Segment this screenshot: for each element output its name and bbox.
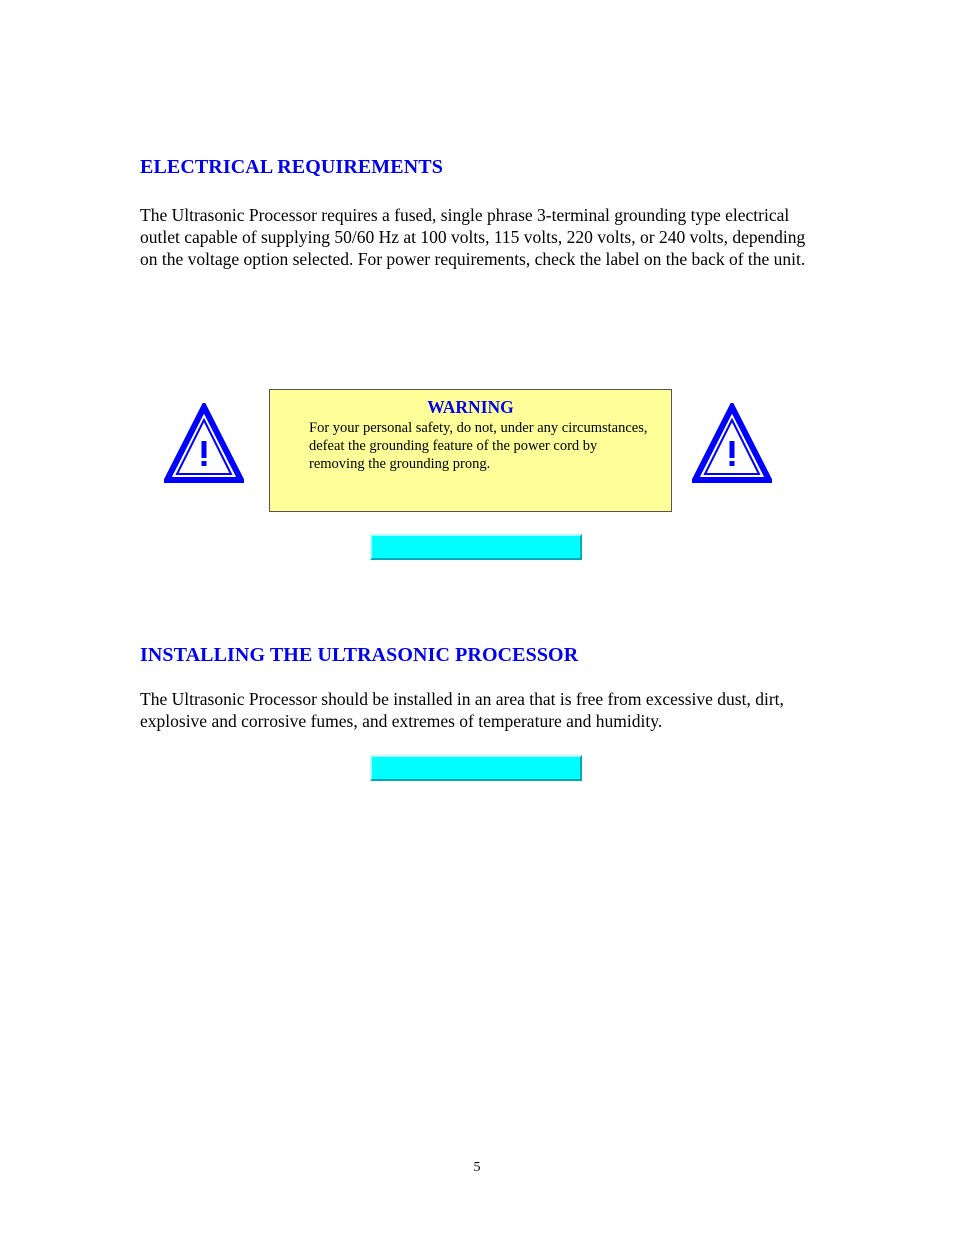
- section-body-installing: The Ultrasonic Processor should be installed in an area that is free from excessive dust, dirt, explosive and corrosive fumes, and extremes of temperature and humidity.: [140, 689, 784, 731]
- warning-title: WARNING: [427, 397, 514, 417]
- section-heading-electrical-requirements: ELECTRICAL REQUIREMENTS: [140, 156, 443, 178]
- page-number: 5: [473, 1160, 481, 1175]
- warning-text: For your personal safety, do not, under any circumstances, defeat the grounding feature of the power cord by removing the grounding prong.: [309, 420, 648, 472]
- section-body-electrical-requirements: The Ultrasonic Processor requires a fused, single phrase 3-terminal grounding type electrical outlet capable of supplying 50/60 Hz at 100 volts, 115 volts, 220 volts, or 240 volts, depending on the voltage option selected. For power requirements, check the label on the back of the unit.: [140, 205, 806, 269]
- warning-triangle-icon: [164, 403, 244, 483]
- nav-bar-button[interactable]: [370, 755, 582, 781]
- warning-triangle-icon: [692, 403, 772, 483]
- section-heading-installing: INSTALLING THE ULTRASONIC PROCESSOR: [140, 644, 579, 666]
- warning-box: [269, 389, 672, 512]
- nav-bar-button[interactable]: [370, 534, 582, 560]
